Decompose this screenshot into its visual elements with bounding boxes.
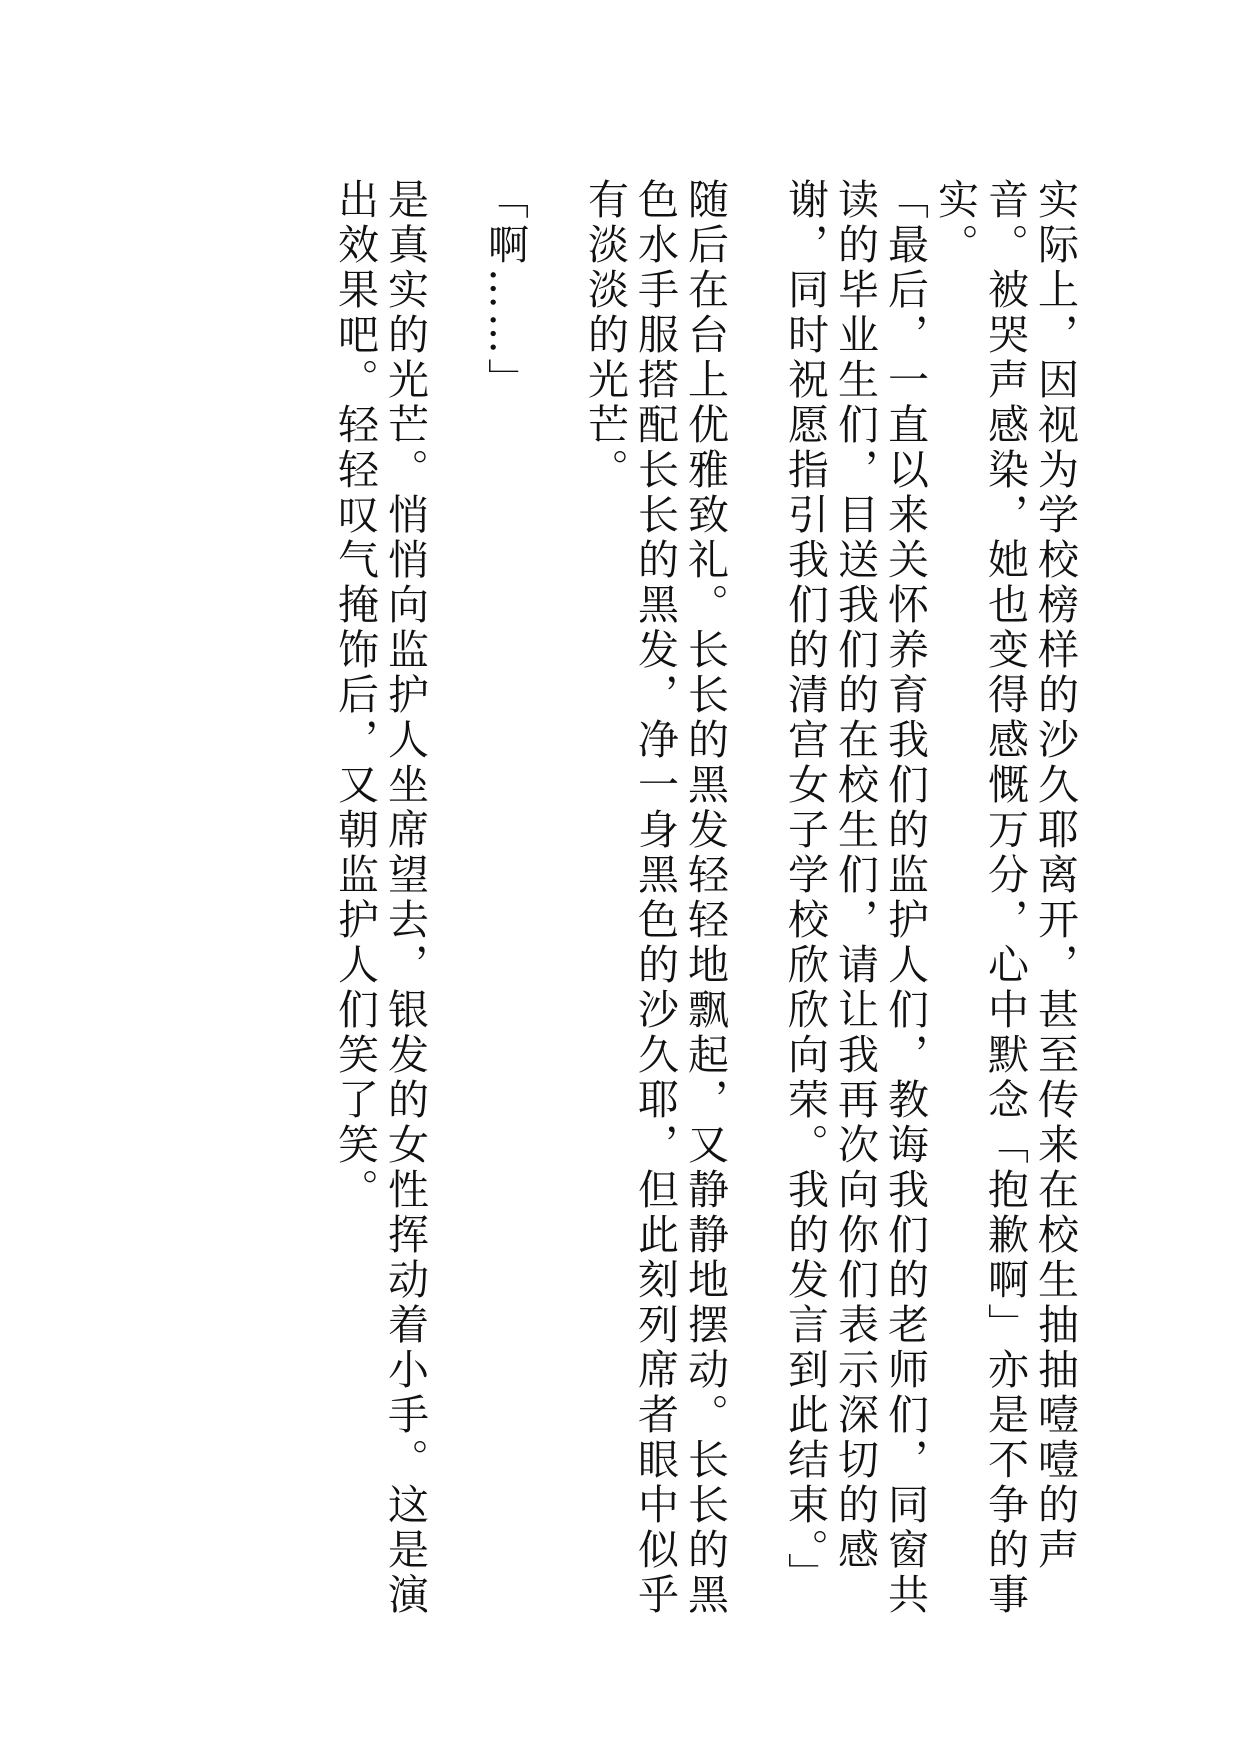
paragraph-5: 是真实的光芒。悄悄向监护人坐席望去，银发的女性挥动着小手。这是演出效果吧。轻轻叹气掩饰后，又朝监护人们笑了笑。 (331, 178, 429, 1618)
paragraph-1: 实际上，因视为学校榜样的沙久耶离开，甚至传来在校生抽抽噎噎的声音。被哭声感染，她也变得感慨万分，心中默念「抱歉啊」亦是不争的事实。 (931, 178, 1079, 1618)
paragraph-4: 「啊……」 (481, 178, 529, 403)
paragraph-2: 「最后，一直以来关怀养育我们的监护人们，教诲我们的老师们，同窗共读的毕业生们，目送我们的在校生们，请让我再次向你们表示深切的感谢，同时祝愿指引我们的清宫女子学校欣欣向荣。我的发言到此结束。」 (781, 178, 929, 1618)
vertical-text-body (280, 178, 1080, 1648)
paragraph-3: 随后在台上优雅致礼。长长的黑发轻轻地飘起，又静静地摆动。长长的黑色水手服搭配长长的黑发，净一身黑色的沙久耶，但此刻列席者眼中似乎有淡淡的光芒。 (581, 178, 729, 1618)
